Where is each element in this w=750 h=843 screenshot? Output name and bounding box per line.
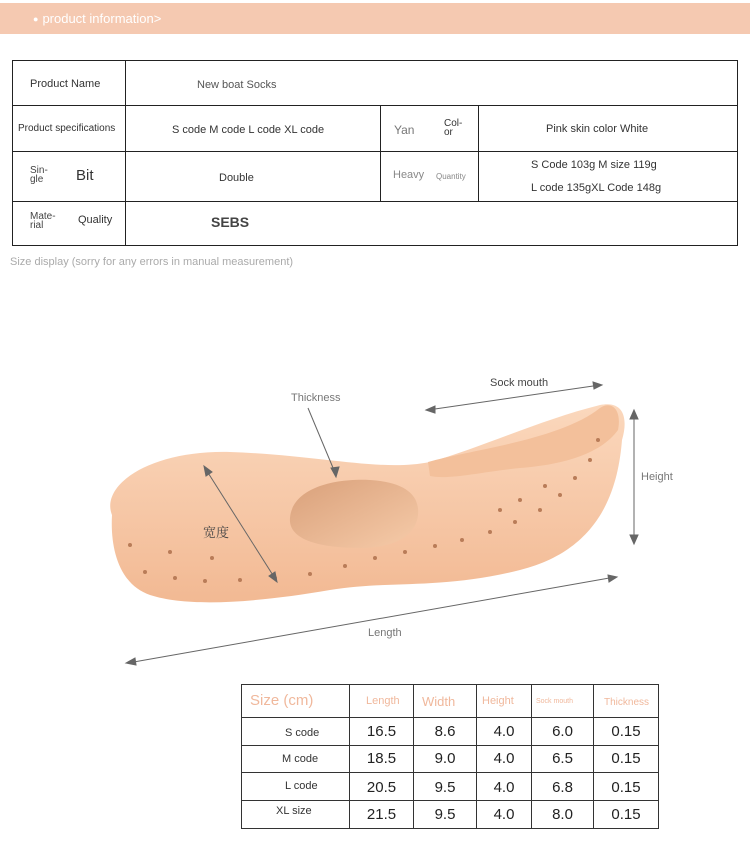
cell-thickness: 0.15 <box>611 779 641 796</box>
cell-sock-mouth: 6.8 <box>552 779 573 796</box>
header-thickness: Thickness <box>604 697 650 708</box>
size-caption: Size display (sorry for any errors in manual measurement) <box>10 256 294 268</box>
row-label: L code <box>285 780 318 792</box>
weight-label-1: Heavy <box>393 169 425 181</box>
row-label: M code <box>282 753 319 765</box>
unit-label-1b: gle <box>30 174 44 185</box>
sock-illustration <box>0 290 750 670</box>
cell-thickness: 0.15 <box>611 723 641 740</box>
header-length: Length <box>366 695 400 707</box>
material-value: SEBS <box>211 214 250 230</box>
banner-title-text: product information> <box>42 11 162 26</box>
cell-width: 8.6 <box>434 723 456 740</box>
material-label-1a: Mate- <box>30 211 56 222</box>
unit-label-2: Bit <box>76 167 94 184</box>
cell-height: 4.0 <box>493 806 515 823</box>
section-banner <box>0 3 750 34</box>
color-label-2b: or <box>444 127 453 138</box>
color-value: Pink skin color White <box>546 123 649 135</box>
unit-value: Double <box>219 172 254 184</box>
color-label-2 <box>444 119 462 137</box>
row-divider <box>242 772 658 773</box>
unit-label-1 <box>30 166 48 184</box>
material-label-2: Quality <box>78 214 113 226</box>
length-label: Length <box>368 627 402 639</box>
row-divider <box>242 745 658 746</box>
row-divider <box>12 201 738 202</box>
material-label-1b: rial <box>30 220 44 231</box>
sock-diagram <box>0 290 750 670</box>
row-label: XL size <box>276 805 312 817</box>
cell-length: 18.5 <box>366 750 397 767</box>
col-divider <box>125 60 126 246</box>
cell-width: 9.0 <box>434 750 456 767</box>
unit-label-1a: Sin- <box>30 165 48 176</box>
cell-thickness: 0.15 <box>611 750 641 767</box>
weight-value-2: L code 135gXL Code 148g <box>531 182 662 194</box>
header-width: Width <box>422 694 456 709</box>
product-name-label: Product Name <box>30 78 101 90</box>
header-sock-mouth: Sock mouth <box>536 698 573 705</box>
width-label: 宽度 <box>203 525 230 540</box>
material-label-1 <box>30 212 56 230</box>
specs-label: Product specifications <box>18 123 116 134</box>
cell-height: 4.0 <box>493 723 515 740</box>
header-size: Size (cm) <box>250 692 314 709</box>
row-divider <box>242 717 658 718</box>
col-divider <box>478 106 479 202</box>
cell-length: 16.5 <box>366 723 397 740</box>
banner-title <box>33 11 161 26</box>
row-divider <box>242 800 658 801</box>
cell-thickness: 0.15 <box>611 806 641 823</box>
sock-mouth-label: Sock mouth <box>490 377 549 389</box>
cell-width: 9.5 <box>434 779 456 796</box>
cell-sock-mouth: 8.0 <box>552 806 573 823</box>
col-divider <box>380 106 381 202</box>
height-label: Height <box>641 471 673 483</box>
color-label-2a: Col- <box>444 118 463 129</box>
table-frame <box>12 60 738 246</box>
color-label-1: Yan <box>394 123 415 137</box>
weight-value-1: S Code 103g M size 119g <box>531 159 657 171</box>
row-divider <box>12 151 738 152</box>
cell-height: 4.0 <box>493 750 515 767</box>
specs-value: S code M code L code XL code <box>172 124 325 136</box>
row-label: S code <box>285 727 320 739</box>
cell-width: 9.5 <box>434 806 456 823</box>
cell-length: 21.5 <box>366 806 397 823</box>
header-height: Height <box>482 695 514 707</box>
row-divider <box>12 105 738 106</box>
size-table <box>241 684 659 829</box>
weight-label-2: Quantity <box>436 172 466 181</box>
product-info-table <box>12 60 738 246</box>
bullet-icon: ● <box>33 14 39 24</box>
cell-height: 4.0 <box>493 779 515 796</box>
cell-length: 20.5 <box>366 779 397 796</box>
thickness-label: Thickness <box>291 392 341 404</box>
cell-sock-mouth: 6.0 <box>552 723 573 740</box>
cell-sock-mouth: 6.5 <box>552 750 573 767</box>
product-name-value: New boat Socks <box>197 79 277 91</box>
